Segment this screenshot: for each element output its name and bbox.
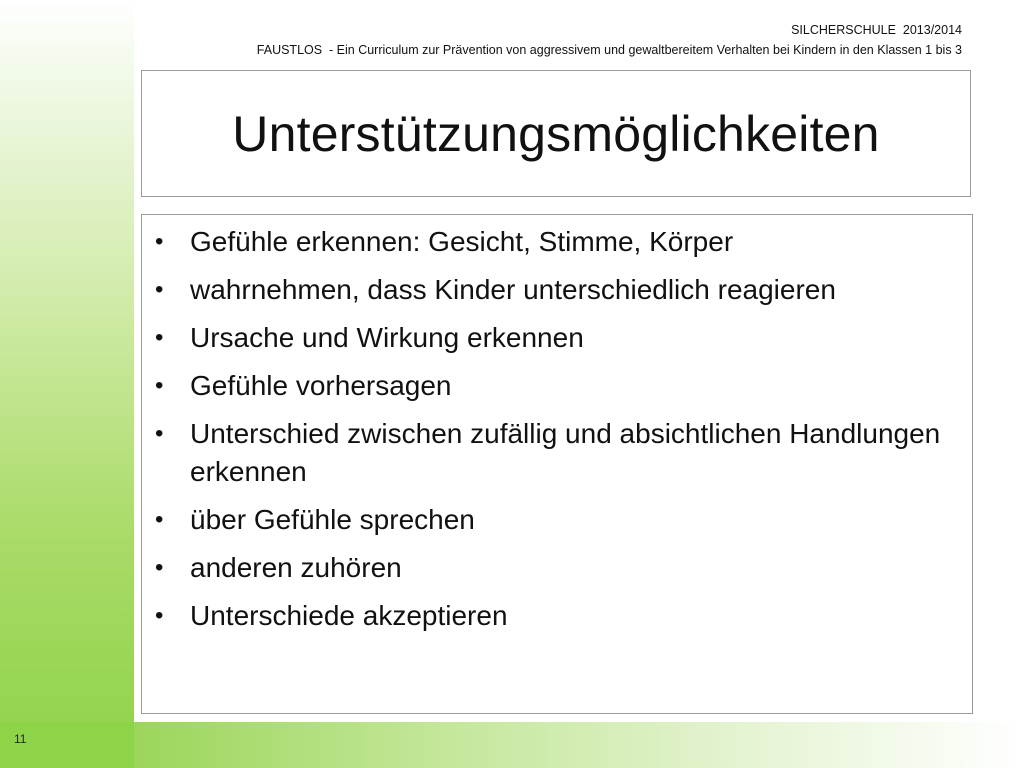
header-subtitle-line: FAUSTLOS - Ein Curriculum zur Prävention von aggressivem und gewaltbereitem Verhalten bei Kindern in den Klassen 1 bis 3 (256, 43, 962, 57)
bullet-item (142, 501, 972, 539)
bullet-item (142, 597, 972, 635)
bullet-dot-icon: • (155, 506, 164, 533)
slide-title: Unterstützungsmöglichkeiten (232, 105, 880, 162)
bullet-item (142, 319, 972, 357)
title-box (141, 70, 971, 197)
bullet-dot-icon: • (155, 276, 164, 303)
bullet-item (142, 223, 972, 261)
bullet-dot-icon: • (155, 372, 164, 399)
bullet-item (142, 415, 972, 491)
bullet-dot-icon: • (155, 228, 164, 255)
bullet-text: wahrnehmen, dass Kinder unterschiedlich reagieren (190, 274, 836, 305)
bullet-text: Unterschied zwischen zufällig und absichtlichen Handlungen erkennen (190, 418, 941, 487)
bullet-text: Ursache und Wirkung erkennen (190, 322, 584, 353)
left-green-band (0, 0, 134, 768)
bullet-text: Gefühle erkennen: Gesicht, Stimme, Körper (190, 226, 734, 257)
slide-header (257, 20, 962, 60)
bullet-dot-icon: • (155, 602, 164, 629)
content-box (141, 214, 973, 714)
slide-number: 11 (14, 732, 27, 746)
bullet-text: Gefühle vorhersagen (190, 370, 452, 401)
bullet-dot-icon: • (155, 324, 164, 351)
bullet-text: anderen zuhören (190, 552, 402, 583)
bullet-text: Unterschiede akzeptieren (190, 600, 508, 631)
bullet-dot-icon: • (155, 420, 164, 447)
bullet-item (142, 549, 972, 587)
bottom-green-band (134, 722, 1024, 768)
bullet-list (142, 215, 972, 635)
header-school-line: SILCHERSCHULE 2013/2014 (791, 23, 962, 37)
bullet-dot-icon: • (155, 554, 164, 581)
bullet-item (142, 271, 972, 309)
bullet-text: über Gefühle sprechen (190, 504, 475, 535)
bullet-item (142, 367, 972, 405)
